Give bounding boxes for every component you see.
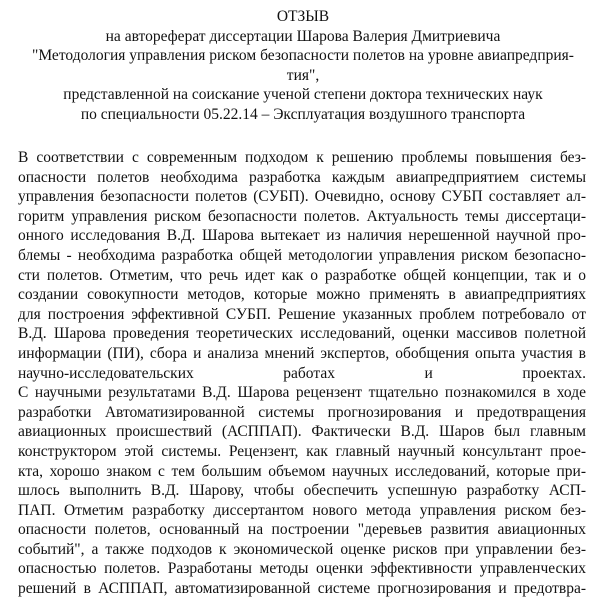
body-line: разработки Автоматизированной системы прогнозирования и предотвращения xyxy=(18,403,586,421)
body-line: онного исследования В.Д. Шарова вытекает из наличия нерешенной научной про- xyxy=(18,227,586,245)
body-line: управления безопасности полетов (СУБП). Очевидно, основу СУБП составляет ал- xyxy=(18,188,586,206)
header-dissertation-title-line2: тия", xyxy=(286,66,320,84)
body-line: для построения эффективной СУБП. Решение указанных проблем потребовало от xyxy=(18,305,586,323)
body-line: конструктором этой системы. Рецензент, как главный научный консультант прое- xyxy=(18,442,586,460)
header-subject-line: на автореферат диссертации Шарова Валерия Дмитриевича xyxy=(105,27,501,45)
body-line: В соответствии с современным подходом к решению проблемы повышения без- xyxy=(18,149,586,166)
body-line: информации (ПИ), сбора и анализа мнений экспертов, обобщения опыта участия в xyxy=(18,344,586,362)
body-line: В.Д. Шарова проведения теоретических исследований, оценки массивов полетной xyxy=(18,325,586,343)
body-line: блемы - необходима разработка общей методологии управления риском безопасно- xyxy=(18,246,586,264)
body-line: горитм управления риском безопасности полетов. Актуальность темы диссертаци- xyxy=(18,207,586,225)
body-line: опасности полетов, основанный на построении "деревьев развития авиационных xyxy=(18,521,586,539)
body-line: опасности полетов необходима разработка каждым авиапредприятием системы xyxy=(18,168,586,186)
body-line: создании совокупности методов, которые можно применять в авиапредприятиях xyxy=(18,286,586,304)
body-line: С научными результатами В.Д. Шарова рецензент тщательно познакомился в ходе xyxy=(18,384,586,402)
review-header xyxy=(0,7,606,125)
document-title: ОТЗЫВ xyxy=(276,8,330,25)
body-line: событий", а также подходов к экономической оценке рисков при управлении без- xyxy=(18,540,586,558)
header-dissertation-title-line1: "Методология управления риском безопасности полетов на уровне авиапредприя- xyxy=(32,47,574,65)
body-line: ПАП. Отметим разработку диссертантом нового метода управления риском без- xyxy=(18,501,586,519)
header-specialty-line: по специальности 05.22.14 – Эксплуатация воздушного транспорта xyxy=(80,105,526,123)
body-line: решений в АСППАП, автоматизированной системе прогнозирования и предотвра- xyxy=(18,580,586,598)
header-degree-line: представленной на соискание ученой степени доктора технических наук xyxy=(63,86,543,104)
body-line: кта, хорошо знаком с тем большим объемом научных исследований, которые при- xyxy=(18,462,586,480)
review-body xyxy=(18,148,586,599)
body-line: научно-исследовательских работах и проектах. xyxy=(18,364,586,382)
body-line: авиационных происшествий (АСППАП). Фактически В.Д. Шаров был главным xyxy=(18,423,586,441)
body-line: шлось выполнить В.Д. Шарову, чтобы обеспечить успешную разработку АСП- xyxy=(18,482,586,500)
body-line: опасностью полетов. Разработаны методы оценки эффективности управленческих xyxy=(18,560,586,578)
body-line: сти полетов. Отметим, что речь идет как о разработке общей концепции, так и о xyxy=(18,266,586,284)
